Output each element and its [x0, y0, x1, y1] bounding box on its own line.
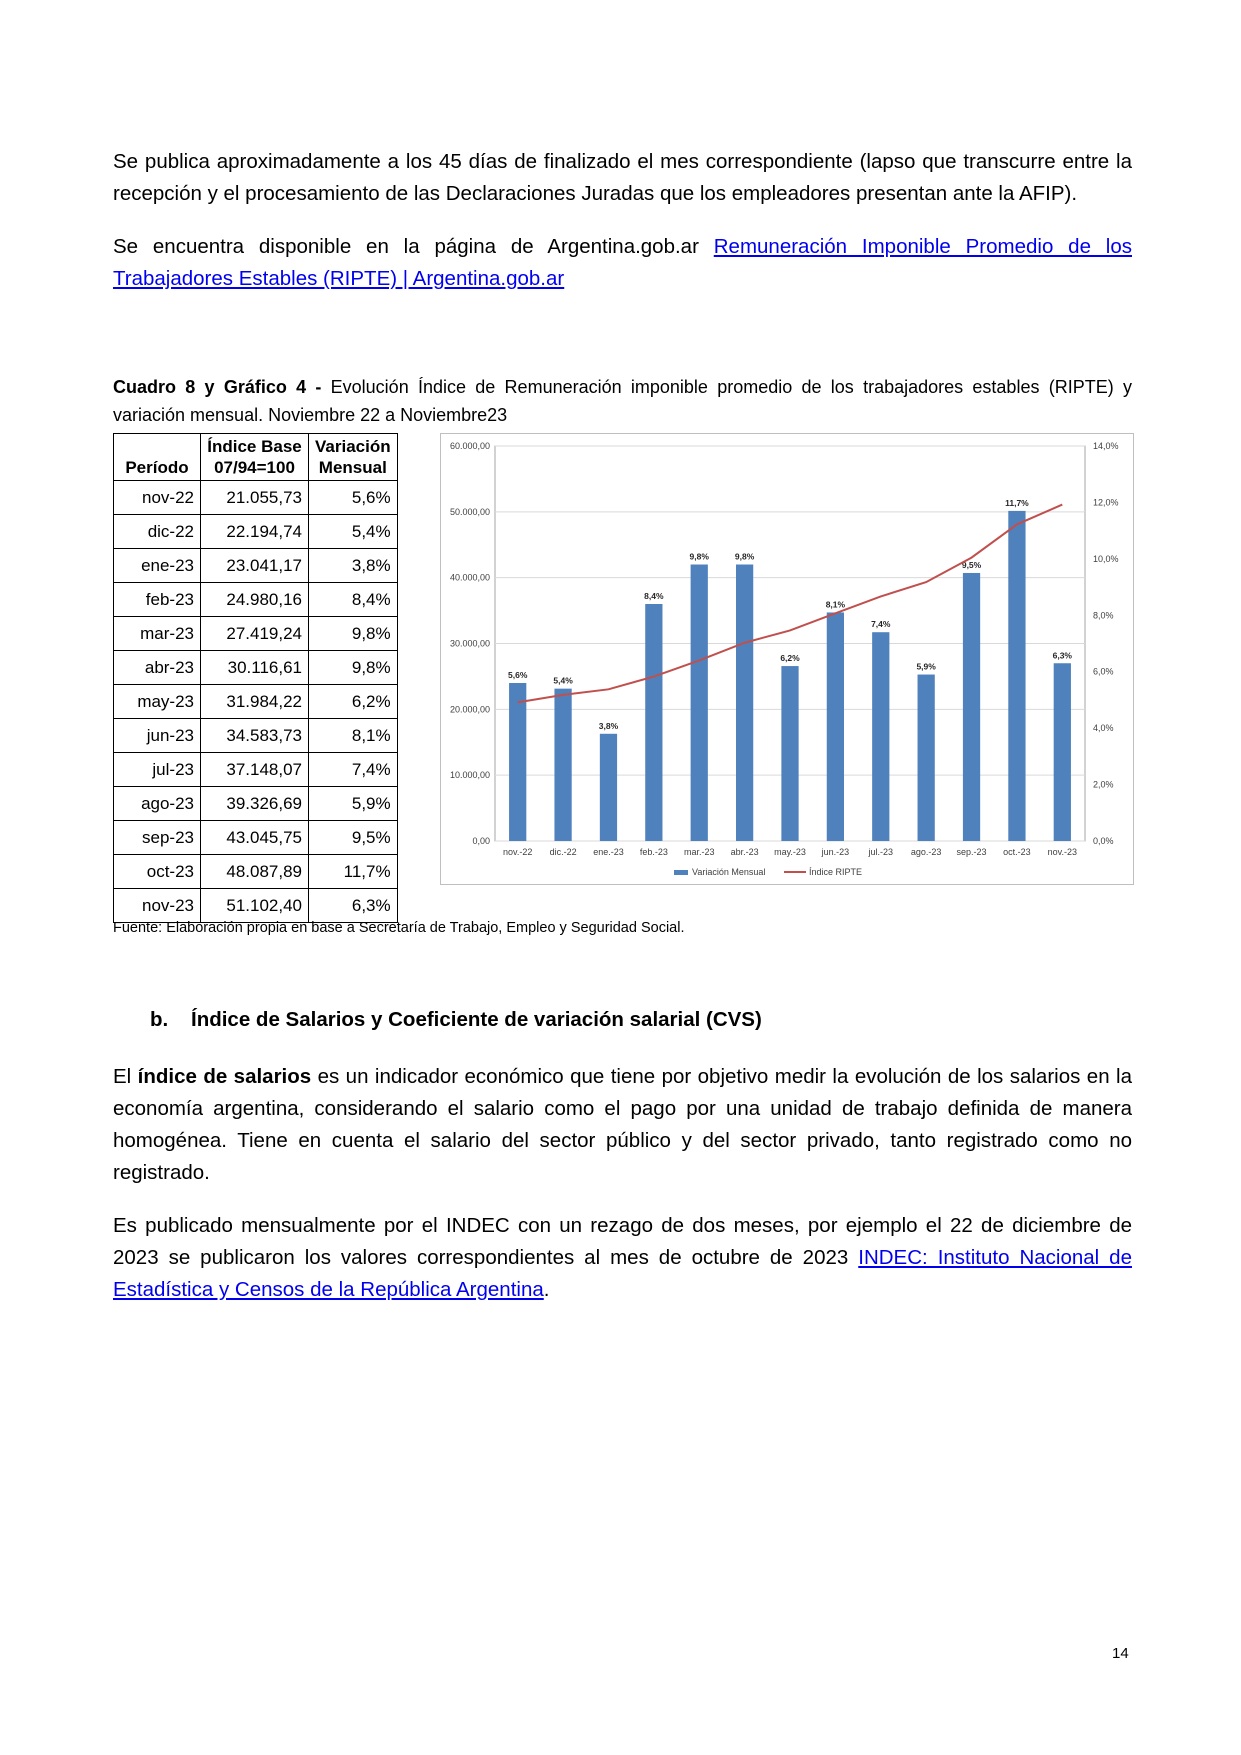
bar	[963, 573, 980, 841]
bar-data-label: 8,4%	[644, 591, 664, 601]
bar-data-label: 6,2%	[780, 653, 800, 664]
cell-variation: 8,1%	[309, 719, 398, 753]
cell-variation: 9,8%	[309, 617, 398, 651]
table-row	[114, 855, 398, 889]
y-right-tick-label: 14,0%	[1093, 441, 1119, 451]
bar-data-label: 3,8%	[598, 720, 619, 731]
table-row	[114, 753, 398, 787]
paragraph-indec	[113, 1210, 1132, 1306]
cell-period: dic-22	[114, 515, 201, 549]
x-tick-label: mar.-23	[683, 847, 715, 857]
paragraph-publication	[113, 146, 1132, 210]
ripte-chart-svg	[441, 434, 1133, 884]
bar-data-label: 8,1%	[825, 599, 846, 610]
paragraph-salary-index-bold: índice de salarios	[137, 1065, 312, 1088]
cell-variation: 5,9%	[309, 787, 398, 821]
x-tick-label: sep.-23	[956, 847, 987, 857]
cell-index: 23.041,17	[201, 549, 309, 583]
section-title: b. Índice de Salarios y Coeficiente de variación salarial (CVS)	[150, 1008, 762, 1031]
bar	[1008, 511, 1025, 841]
table-row	[114, 651, 398, 685]
bar-data-label: 9,5%	[961, 559, 982, 570]
paragraph-salary-index-pre: El	[113, 1065, 138, 1088]
cell-period: abr-23	[114, 651, 201, 685]
x-tick-label: nov.-22	[503, 847, 533, 857]
table-row	[114, 889, 398, 923]
x-tick-label: may.-23	[774, 847, 806, 857]
cell-period: jul-23	[114, 753, 201, 787]
table-row	[114, 549, 398, 583]
y-left-tick-label: 50.000,00	[449, 506, 490, 517]
table-row	[114, 685, 398, 719]
table-row	[114, 719, 398, 753]
cell-index: 27.419,24	[201, 617, 309, 651]
header-index: 07/94=100	[201, 457, 309, 481]
table-row	[114, 583, 398, 617]
cell-index: 37.148,07	[201, 753, 309, 787]
cell-index: 43.045,75	[201, 821, 309, 855]
table-row	[114, 787, 398, 821]
cell-period: sep-23	[114, 821, 201, 855]
bar-data-label: 6,3%	[1052, 650, 1072, 661]
cell-index: 48.087,89	[201, 855, 309, 889]
cell-period: nov-22	[114, 481, 201, 515]
cell-index: 22.194,74	[201, 515, 309, 549]
x-tick-label: oct.-23	[1003, 847, 1031, 857]
table-row	[114, 617, 398, 651]
cell-variation: 5,4%	[309, 515, 398, 549]
cell-index: 30.116,61	[201, 651, 309, 685]
legend-label-line: Índice RIPTE	[809, 867, 863, 877]
header-variation: Mensual	[309, 457, 398, 481]
cell-period: oct-23	[114, 855, 201, 889]
cell-period: nov-23	[114, 889, 201, 923]
cell-variation: 3,8%	[309, 549, 398, 583]
bar	[554, 689, 571, 841]
cell-index: 31.984,22	[201, 685, 309, 719]
y-right-tick-label: 6,0%	[1093, 666, 1114, 677]
x-tick-label: abr.-23	[730, 847, 759, 857]
page-number: 14	[1112, 1645, 1129, 1662]
bar	[872, 632, 889, 841]
cell-index: 24.980,16	[201, 583, 309, 617]
cell-index: 21.055,73	[201, 481, 309, 515]
table-caption	[113, 373, 1132, 429]
cell-period: jun-23	[114, 719, 201, 753]
x-tick-label: ago.-23	[910, 847, 942, 857]
x-tick-label: nov.-23	[1047, 847, 1077, 857]
paragraph-indec-text: Es publicado mensualmente por el INDEC con un rezago de dos meses, por ejemplo el 22 de diciembre de 2023 se publicaron los valores correspondientes al mes de octubre de 2023	[113, 1214, 1132, 1269]
cell-period: ene-23	[114, 549, 201, 583]
header-index-l1: Índice Base	[201, 434, 309, 458]
x-tick-label: jul.-23	[868, 847, 894, 857]
ripte-chart	[440, 433, 1134, 885]
paragraph-availability	[113, 231, 1132, 295]
cell-index: 39.326,69	[201, 787, 309, 821]
table-row	[114, 821, 398, 855]
y-right-tick-label: 2,0%	[1093, 779, 1114, 790]
bar-data-label: 5,4%	[553, 675, 573, 686]
bar	[1054, 663, 1071, 841]
ripte-table	[113, 433, 398, 923]
cell-period: mar-23	[114, 617, 201, 651]
x-tick-label: jun.-23	[821, 847, 850, 857]
paragraph-availability-text: Se encuentra disponible en la página de Argentina.gob.ar	[113, 235, 714, 258]
source-note: Fuente: Elaboración propia en base a Secretaría de Trabajo, Empleo y Seguridad Social.	[113, 920, 685, 936]
cell-variation: 9,5%	[309, 821, 398, 855]
cell-variation: 9,8%	[309, 651, 398, 685]
indec-link[interactable]: INDEC: Instituto Nacional de Estadística y Censos de la República Argentina	[113, 1246, 1132, 1301]
y-left-tick-label: 40.000,00	[449, 572, 490, 583]
paragraph-indec-end: .	[543, 1278, 550, 1301]
y-left-tick-label: 30.000,00	[449, 638, 490, 649]
cell-variation: 6,2%	[309, 685, 398, 719]
header-period-l1	[114, 434, 201, 458]
y-left-tick-label: 60.000,00	[449, 441, 490, 451]
cell-variation: 11,7%	[309, 855, 398, 889]
x-tick-label: ene.-23	[593, 847, 624, 857]
cell-index: 51.102,40	[201, 889, 309, 923]
bar-data-label: 9,8%	[734, 551, 755, 562]
header-variation-l1: Variación	[309, 434, 398, 458]
ripte-link[interactable]: Remuneración Imponible Promedio de los Trabajadores Estables (RIPTE) | Argentina.gob.ar	[113, 235, 1132, 290]
bar-data-label: 9,8%	[689, 551, 709, 562]
x-tick-label: feb.-23	[639, 847, 668, 857]
y-right-tick-label: 10,0%	[1093, 553, 1119, 564]
y-left-tick-label: 20.000,00	[449, 704, 490, 715]
y-left-tick-label: 0,00	[472, 836, 490, 846]
cell-variation: 8,4%	[309, 583, 398, 617]
bar-data-label: 7,4%	[871, 619, 891, 630]
bar-data-label: 11,7%	[1005, 497, 1029, 508]
cell-variation: 5,6%	[309, 481, 398, 515]
y-right-tick-label: 12,0%	[1093, 497, 1119, 508]
paragraph-publication-text: Se publica aproximadamente a los 45 días de finalizado el mes correspondiente (lapso que transcurre entre la recepción y el procesamiento de las Declaraciones Juradas que los empleadores presentan ante la AFIP).	[113, 150, 1132, 205]
bar	[918, 675, 935, 841]
caption-text: Evolución Índice de Remuneración imponible promedio de los trabajadores estables (RIPTE) y variación mensual. Noviembre 22 a Noviembre23	[113, 377, 1132, 425]
cell-period: feb-23	[114, 583, 201, 617]
paragraph-salary-index	[113, 1061, 1132, 1189]
cell-period: may-23	[114, 685, 201, 719]
x-tick-label: dic.-22	[549, 847, 577, 857]
legend-swatch-bar	[674, 870, 688, 875]
y-right-tick-label: 8,0%	[1093, 610, 1114, 621]
bar	[691, 565, 708, 842]
table-row	[114, 481, 398, 515]
y-right-tick-label: 4,0%	[1093, 723, 1114, 734]
header-period: Período	[114, 457, 201, 481]
bar	[509, 683, 526, 841]
table-row	[114, 515, 398, 549]
legend-label-bar: Variación Mensual	[692, 867, 766, 877]
y-right-tick-label: 0,0%	[1093, 836, 1114, 846]
bar	[645, 604, 662, 841]
paragraph-salary-index-post: es un indicador económico que tiene por objetivo medir la evolución de los salarios en la economía argentina, considerando el salario como el pago por una unidad de trabajo definida de manera homogénea. Tiene en cuenta el salario del sector público y del sector privado, tanto registrado como no registrado.	[113, 1065, 1132, 1184]
caption-label: Cuadro 8 y Gráfico 4 -	[113, 377, 322, 397]
bar	[736, 565, 753, 842]
bar-data-label: 5,9%	[916, 661, 936, 672]
bar	[781, 666, 798, 841]
cell-variation: 6,3%	[309, 889, 398, 923]
bar	[827, 612, 844, 841]
cell-period: ago-23	[114, 787, 201, 821]
y-left-tick-label: 10.000,00	[449, 770, 490, 781]
cell-index: 34.583,73	[201, 719, 309, 753]
cell-variation: 7,4%	[309, 753, 398, 787]
bar-data-label: 5,6%	[508, 670, 528, 680]
bar	[600, 734, 617, 841]
